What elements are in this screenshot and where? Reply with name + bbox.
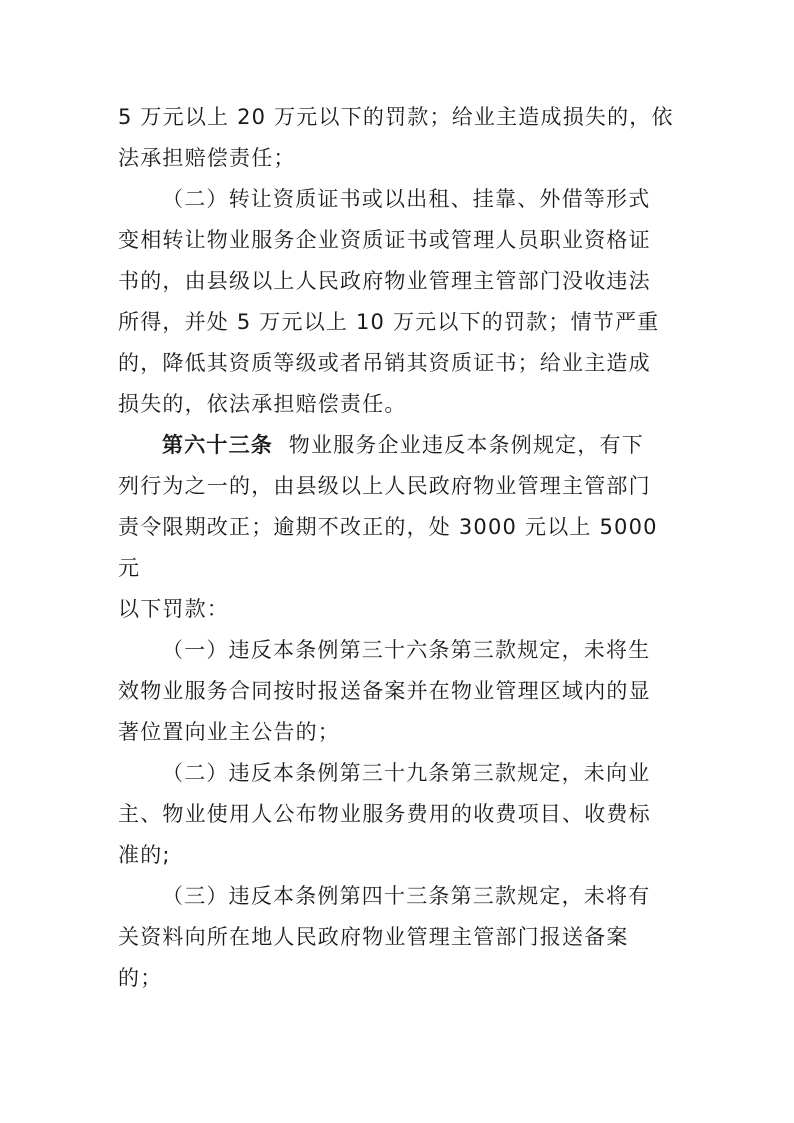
paragraph-article-63 — [118, 425, 678, 630]
document-body — [118, 97, 678, 999]
paragraph-item-2: （二）转让资质证书或以出租、挂靠、外借等形式 变相转让物业服务企业资质证书或管理人员职业资格证 书的，由县级以上人民政府物业管理主管部门没收违法 所得，并处 5 万元以上 10 万元以下的罚款；情节严重 的，降低其资质等级或者吊销其资质证书；给业主造成 损失的，依法承担赔偿责任。 — [118, 187, 660, 416]
paragraph-item-2b: （二）违反本条例第三十九条第三款规定，未向业 主、物业使用人公布物业服务费用的收费项目、收费标 准的; — [118, 761, 651, 867]
paragraph-continuation: 5 万元以上 20 万元以下的罚款；给业主造成损失的，依 法承担赔偿责任； — [118, 105, 674, 170]
paragraph-item-3: （三）违反本条例第四十三条第三款规定，未将有 关资料向所在地人民政府物业管理主管部门报送备案 的； — [118, 884, 651, 990]
paragraph-item-1: （一）违反本条例第三十六条第三款规定，未将生 效物业服务合同按时报送备案并在物业管理区域内的显 著位置向业主公告的； — [118, 638, 651, 744]
article-heading: 第六十三条 — [162, 433, 273, 457]
article-text: 物业服务企业违反本条例规定，有下 列行为之一的，由县级以上人民政府物业管理主管部门 责令限期改正；逾期不改正的，处 3000 元以上 5000 元 以下罚款： — [118, 433, 658, 621]
